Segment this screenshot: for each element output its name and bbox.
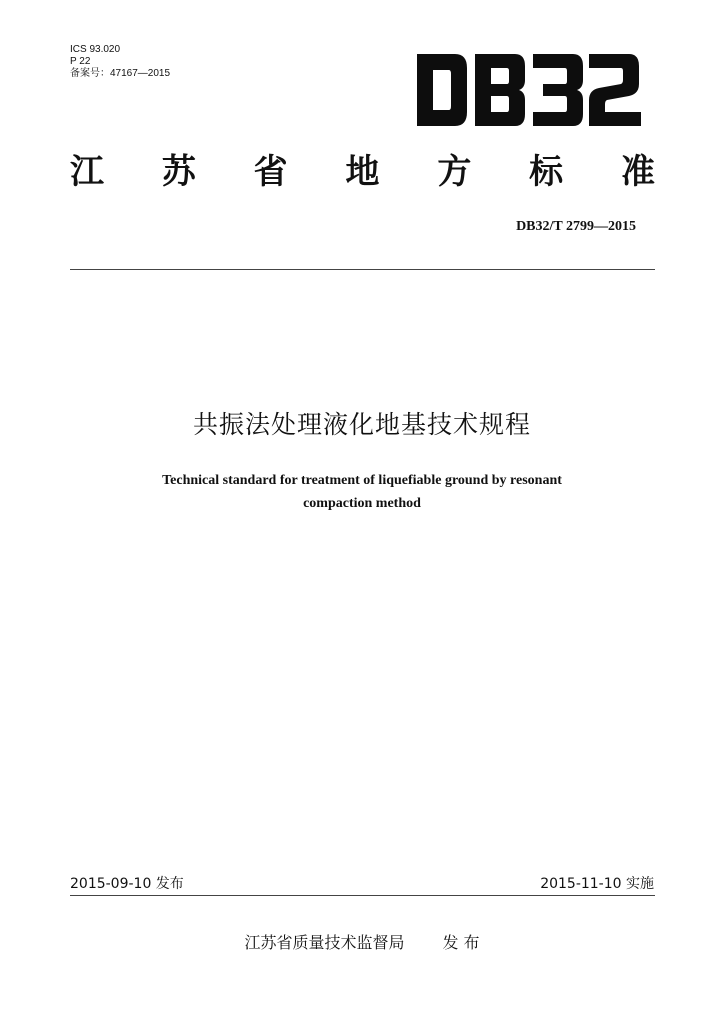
implementation-date: 2015-11-10 实施 <box>540 876 654 892</box>
issuer-name: 江苏省质量技术监督局 <box>244 933 405 952</box>
doc-type-char: 地 <box>345 152 380 192</box>
title-english-line1: Technical standard for treatment of liquefiable ground by resonant <box>162 473 562 488</box>
ics-code: ICS 93.020 <box>70 44 121 55</box>
ccs-code: P 22 <box>70 56 91 67</box>
doc-type-char: 省 <box>253 152 288 192</box>
db32-logo-graphic <box>415 50 643 130</box>
issuer-action: 发 布 <box>442 933 480 952</box>
doc-type-char: 江 <box>70 152 104 192</box>
document-type-heading <box>70 152 655 192</box>
issuer-block <box>0 930 724 953</box>
doc-type-char: 准 <box>620 152 655 192</box>
top-divider <box>70 269 655 270</box>
doc-type-char: 标 <box>529 152 564 192</box>
record-number: 备案号：47167—2015 <box>70 68 171 79</box>
db32-logo <box>415 50 643 130</box>
issue-date: 2015-09-10 发布 <box>70 876 184 892</box>
doc-type-char: 方 <box>437 152 472 192</box>
title-english <box>100 469 624 515</box>
doc-type-char: 苏 <box>161 152 196 192</box>
standard-number: DB32/T 2799—2015 <box>516 219 636 234</box>
title-chinese: 共振法处理液化地基技术规程 <box>192 410 531 439</box>
bottom-divider <box>70 895 655 896</box>
title-english-line2: compaction method <box>303 496 421 511</box>
